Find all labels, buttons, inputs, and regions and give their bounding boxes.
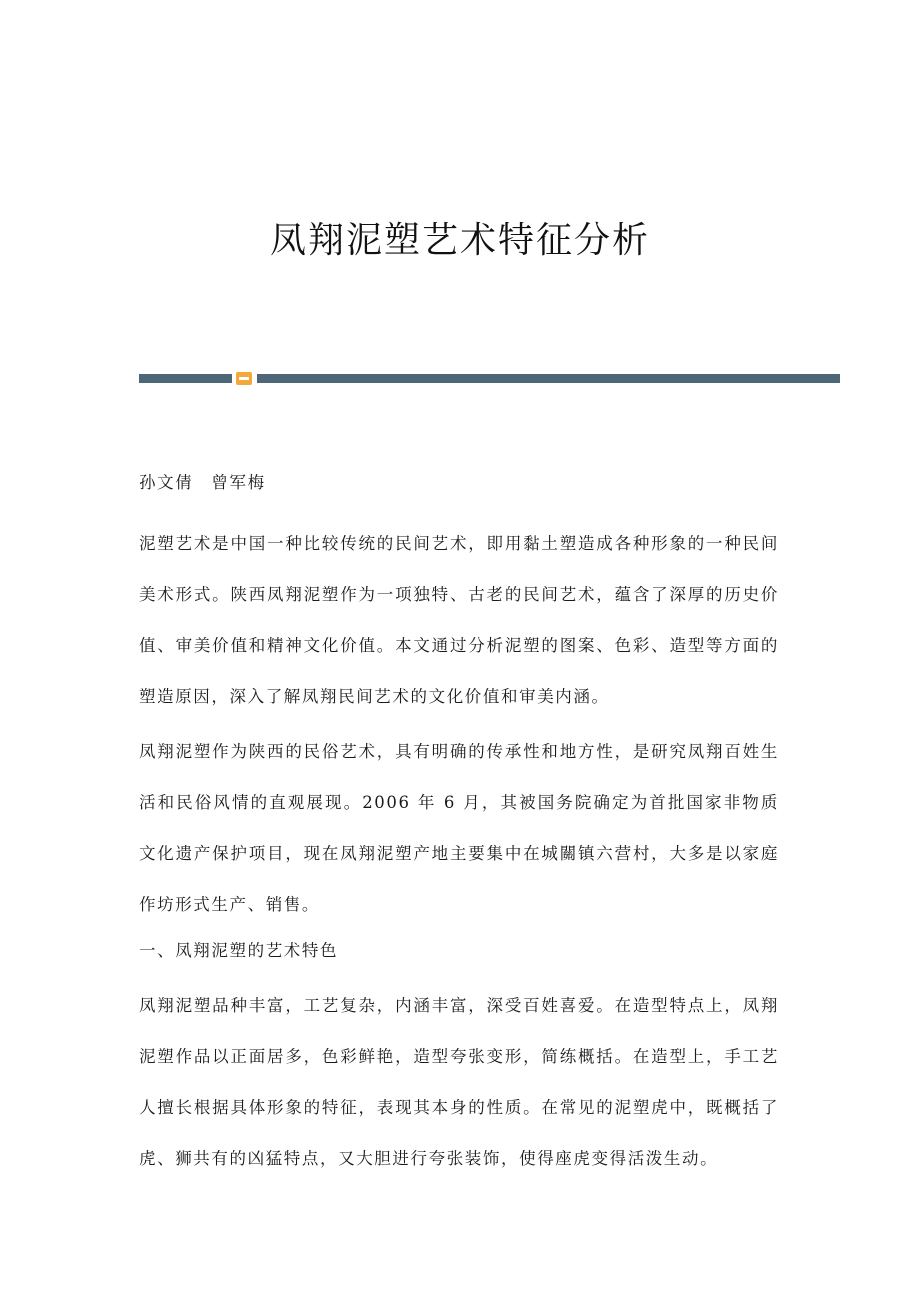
section-heading: 一、凤翔泥塑的艺术特色	[139, 941, 339, 960]
document-body	[139, 468, 779, 1188]
author-line: 孙文倩 曾军梅	[139, 473, 266, 492]
abstract-paragraph: 泥塑艺术是中国一种比较传统的民间艺术，即用黏土塑造成各种形象的一种民间美术形式。陕西凤翔泥塑作为一项独特、古老的民间艺术，蕴含了深厚的历史价值、审美价值和精神文化价值。本文通过分析泥塑的图案、色彩、造型等方面的塑造原因，深入了解凤翔民间艺术的文化价值和审美内涵。	[139, 534, 779, 706]
section-paragraph: 凤翔泥塑品种丰富，工艺复杂，内涵丰富，深受百姓喜爱。在造型特点上，凤翔泥塑作品以正面居多，色彩鲜艳，造型夸张变形，简练概括。在造型上，手工艺人擅长根据具体形象的特征，表现其本身的性质。在常见的泥塑虎中，既概括了虎、狮共有的凶猛特点，又大胆进行夸张装饰，使得座虎变得活泼生动。	[139, 996, 779, 1168]
document-title: 凤翔泥塑艺术特征分析	[269, 220, 650, 261]
intro-paragraph: 凤翔泥塑作为陕西的民俗艺术，具有明确的传承性和地方性，是研究凤翔百姓生活和民俗风情的直观展现。2006 年 6 月，其被国务院确定为首批国家非物质文化遗产保护项目，现在凤翔泥塑产地主要集中在城關镇六营村，大多是以家庭作坊形式生产、销售。	[139, 742, 779, 914]
title-divider-left	[139, 374, 232, 383]
divider-ornament-icon	[236, 372, 252, 385]
title-divider-right	[257, 374, 840, 383]
